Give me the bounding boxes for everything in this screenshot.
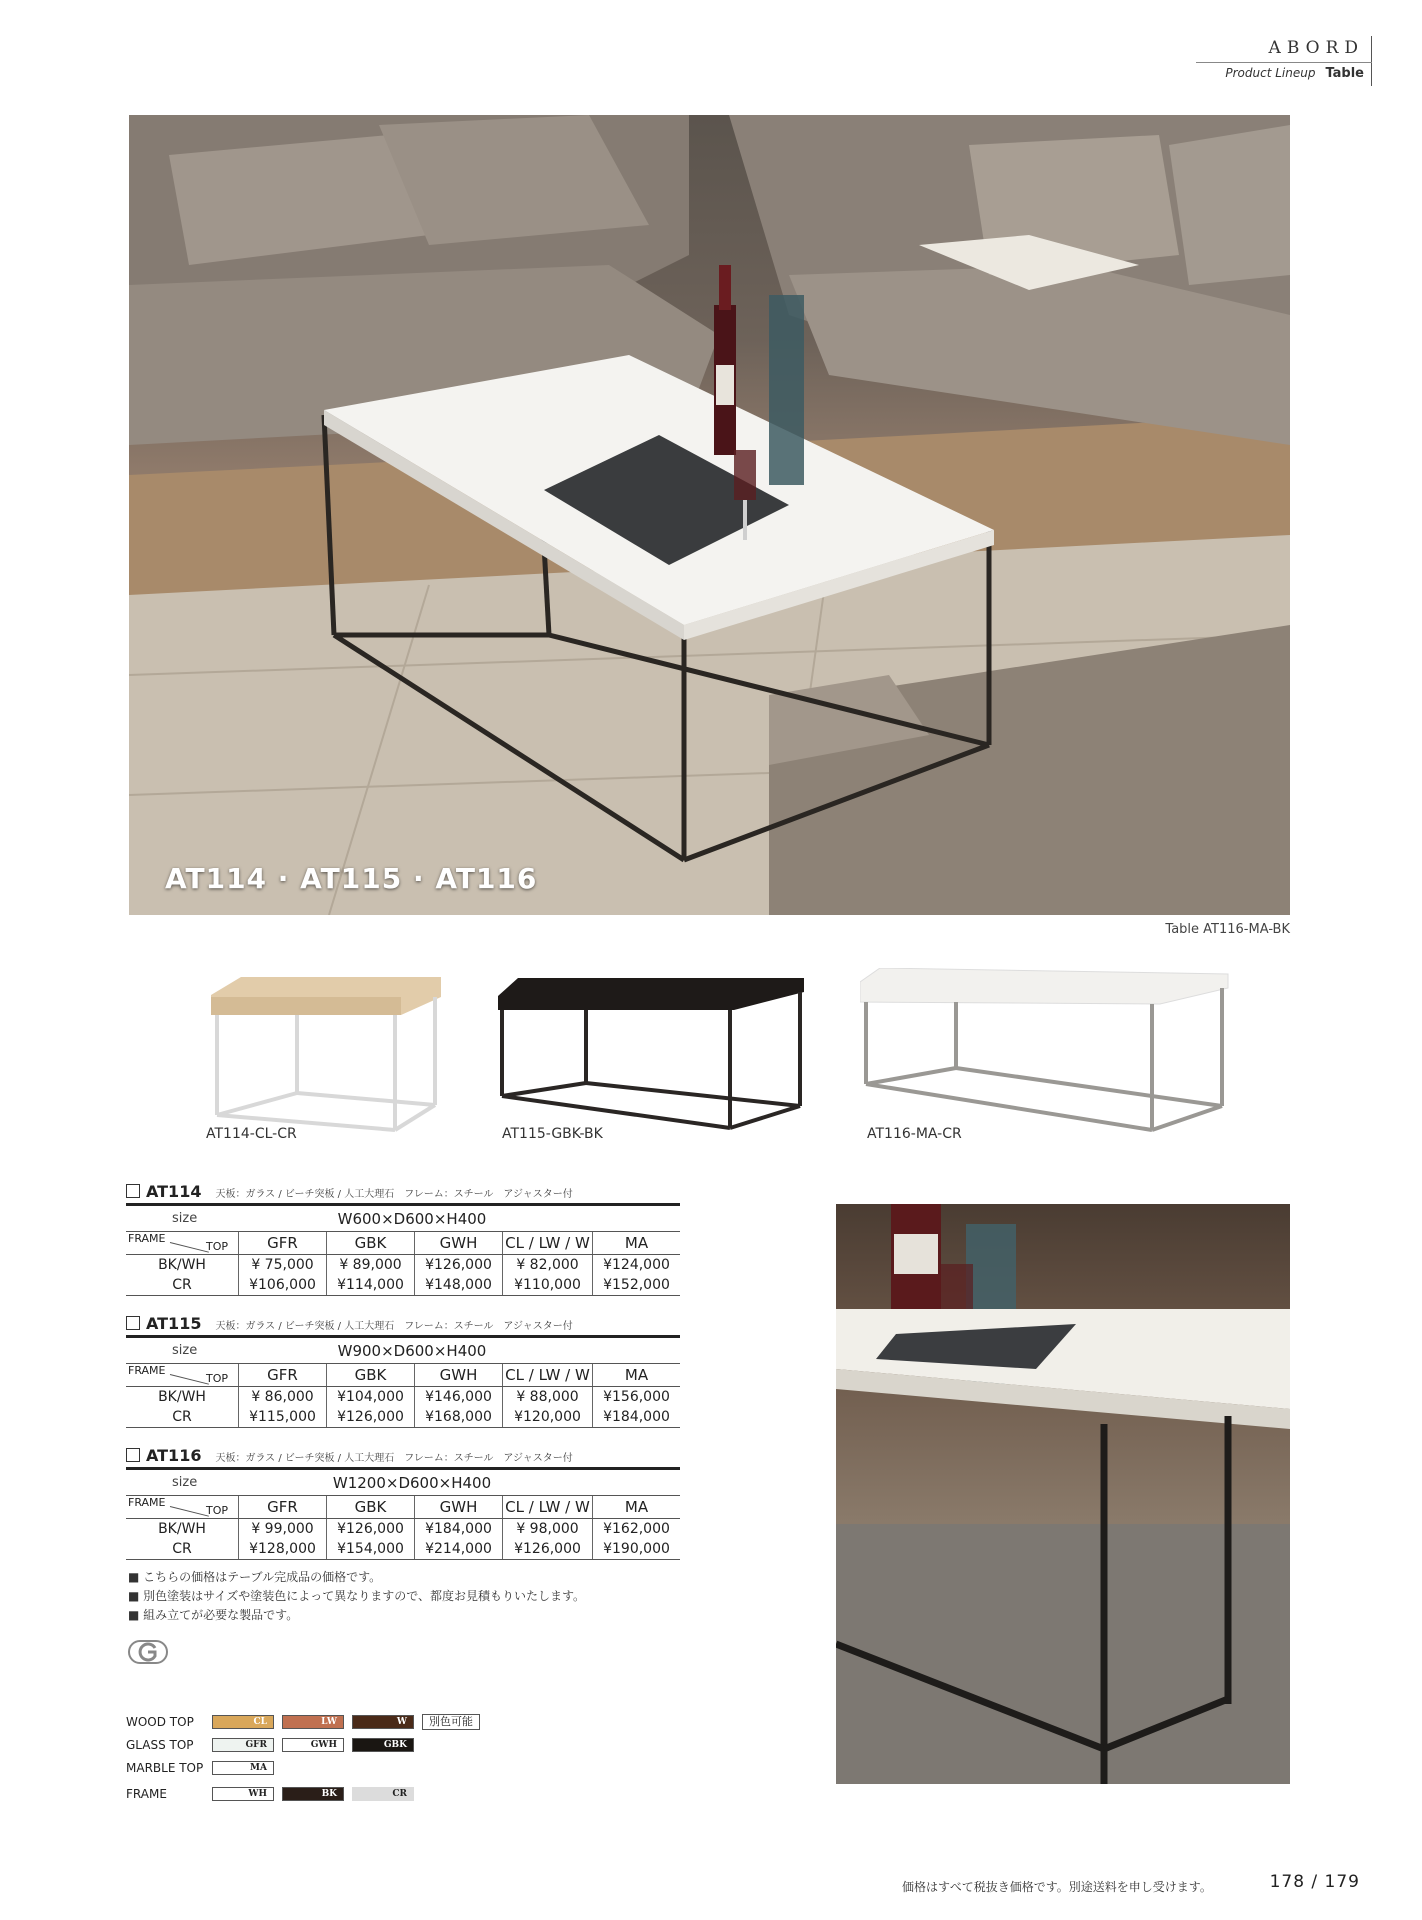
size-row — [126, 1470, 680, 1496]
price-cell: ¥126,000 — [414, 1255, 502, 1275]
frame-cell: BK/WH — [158, 1389, 206, 1405]
col-header: GFR — [238, 1364, 326, 1386]
frame-top-header — [126, 1496, 238, 1518]
price-cell: ¥128,000 — [238, 1539, 326, 1559]
price-cell: ¥154,000 — [326, 1539, 414, 1559]
frame-cell: BK/WH — [158, 1257, 206, 1273]
frame-header: FRAME — [128, 1496, 166, 1509]
swatch-gfr: GFR — [212, 1738, 274, 1752]
swatch-row-label: MARBLE TOP — [126, 1761, 204, 1775]
frame-header: FRAME — [128, 1232, 166, 1245]
price-cell: ¥115,000 — [238, 1407, 326, 1427]
frame-cell: CR — [172, 1277, 192, 1293]
hero-illustration — [129, 115, 1290, 915]
category-label: Table — [1325, 66, 1364, 81]
swatch-row-label: FRAME — [126, 1787, 167, 1801]
brand-rule — [1371, 36, 1372, 86]
rule — [126, 1427, 680, 1428]
spec-table-at114 — [126, 1182, 680, 1296]
price-cell: ¥126,000 — [326, 1519, 414, 1539]
diagonal-line — [170, 1374, 209, 1385]
at114-illustration — [205, 975, 445, 1135]
checkbox-icon — [126, 1448, 140, 1462]
price-cell: ¥ 98,000 — [502, 1519, 592, 1539]
diagonal-line — [170, 1506, 209, 1517]
table-row — [126, 1255, 680, 1275]
size-label: size — [172, 1475, 198, 1490]
swatch-row-frame — [126, 1786, 422, 1802]
price-cell: ¥120,000 — [502, 1407, 592, 1427]
note-item: ■ 組み立てが必要な製品です。 — [128, 1608, 299, 1622]
price-cell: ¥ 86,000 — [238, 1387, 326, 1407]
g-mark-icon — [128, 1640, 168, 1664]
rule — [126, 1295, 680, 1296]
price-cell: ¥ 75,000 — [238, 1255, 326, 1275]
price-cell: ¥190,000 — [592, 1539, 680, 1559]
price-cell: ¥184,000 — [592, 1407, 680, 1427]
size-label: size — [172, 1343, 198, 1358]
col-header: MA — [592, 1364, 680, 1386]
swatch-row-marble — [126, 1760, 282, 1776]
size-value: W1200×D600×H400 — [332, 1473, 492, 1492]
frame-cell: CR — [172, 1541, 192, 1557]
lineup-label: Product Lineup — [1225, 66, 1316, 80]
price-cell: ¥152,000 — [592, 1275, 680, 1295]
size-label: size — [172, 1211, 198, 1226]
hero-title: AT114 · AT115 · AT116 — [165, 862, 538, 895]
at116-illustration — [860, 968, 1232, 1138]
swatch-row-glass — [126, 1737, 422, 1753]
price-cell: ¥168,000 — [414, 1407, 502, 1427]
product-caption-at114: AT114-CL-CR — [206, 1126, 297, 1142]
table-row — [126, 1539, 680, 1559]
frame-cell: CR — [172, 1409, 192, 1425]
rule — [126, 1559, 680, 1560]
top-header: TOP — [205, 1372, 228, 1385]
diagonal-line — [170, 1242, 209, 1253]
swatch-row-label: WOOD TOP — [126, 1715, 194, 1729]
swatch-row-label: GLASS TOP — [126, 1738, 194, 1752]
at115-illustration — [498, 978, 808, 1138]
column-header-row — [126, 1496, 680, 1519]
col-header: GBK — [326, 1364, 414, 1386]
page-numbers: 178 / 179 — [1269, 1872, 1360, 1892]
col-header: CL / LW / W — [502, 1496, 592, 1518]
price-cell: ¥124,000 — [592, 1255, 680, 1275]
price-cell: ¥156,000 — [592, 1387, 680, 1407]
spec-header — [126, 1182, 680, 1201]
model-name: AT115 — [146, 1314, 202, 1333]
materials-text: 天板：ガラス / ビーチ突板 / 人工大理石 フレーム：スチール アジャスター付 — [215, 1189, 573, 1200]
col-header: CL / LW / W — [502, 1364, 592, 1386]
product-image-at116 — [860, 968, 1232, 1138]
model-name: AT114 — [146, 1182, 202, 1201]
hero-photo — [129, 115, 1290, 915]
notes — [128, 1568, 585, 1625]
price-cell: ¥148,000 — [414, 1275, 502, 1295]
col-header: GFR — [238, 1496, 326, 1518]
spec-header — [126, 1314, 680, 1333]
materials-text: 天板：ガラス / ビーチ突板 / 人工大理石 フレーム：スチール アジャスター付 — [215, 1453, 573, 1464]
price-cell: ¥ 88,000 — [502, 1387, 592, 1407]
tax-note: 価格はすべて税抜き価格です。別途送料を申し受けます。 — [902, 1880, 1212, 1894]
size-row — [126, 1338, 680, 1364]
swatch-cr: CR — [352, 1787, 414, 1801]
note-item: ■ 別色塗装はサイズや塗装色によって異なりますので、都度お見積もりいたします。 — [128, 1589, 585, 1603]
price-cell: ¥184,000 — [414, 1519, 502, 1539]
price-cell: ¥126,000 — [502, 1539, 592, 1559]
table-row — [126, 1275, 680, 1295]
price-cell: ¥104,000 — [326, 1387, 414, 1407]
col-header: MA — [592, 1232, 680, 1254]
table-row — [126, 1387, 680, 1407]
frame-header: FRAME — [128, 1364, 166, 1377]
note-item: ■ こちらの価格はテーブル完成品の価格です。 — [128, 1570, 382, 1584]
swatch-wh: WH — [212, 1787, 274, 1801]
custom-color-note: 別色可能 — [422, 1714, 480, 1730]
g-mark-graphic — [128, 1640, 168, 1664]
table-row — [126, 1519, 680, 1539]
detail-illustration — [836, 1204, 1290, 1784]
materials-text: 天板：ガラス / ビーチ突板 / 人工大理石 フレーム：スチール アジャスター付 — [215, 1321, 573, 1332]
brand-name: ABORD — [1268, 38, 1364, 58]
price-cell: ¥ 82,000 — [502, 1255, 592, 1275]
col-header: GFR — [238, 1232, 326, 1254]
price-cell: ¥162,000 — [592, 1519, 680, 1539]
price-cell: ¥114,000 — [326, 1275, 414, 1295]
product-caption-at116: AT116-MA-CR — [867, 1126, 962, 1142]
checkbox-icon — [126, 1184, 140, 1198]
col-header: GWH — [414, 1364, 502, 1386]
swatch-bk: BK — [282, 1787, 344, 1801]
swatch-cl: CL — [212, 1715, 274, 1729]
spec-table-at115 — [126, 1314, 680, 1428]
product-image-at115 — [498, 978, 808, 1138]
product-image-at114 — [205, 975, 445, 1135]
size-row — [126, 1206, 680, 1232]
swatch-gwh: GWH — [282, 1738, 344, 1752]
price-cell: ¥ 89,000 — [326, 1255, 414, 1275]
col-header: GBK — [326, 1232, 414, 1254]
size-value: W600×D600×H400 — [337, 1209, 487, 1228]
swatch-w: W — [352, 1715, 414, 1729]
col-header: GBK — [326, 1496, 414, 1518]
size-value: W900×D600×H400 — [337, 1341, 487, 1360]
col-header: CL / LW / W — [502, 1232, 592, 1254]
brand-divider — [1196, 62, 1372, 63]
price-cell: ¥214,000 — [414, 1539, 502, 1559]
swatch-row-wood — [126, 1714, 480, 1730]
column-header-row — [126, 1232, 680, 1255]
swatch-lw: LW — [282, 1715, 344, 1729]
detail-photo — [836, 1204, 1290, 1784]
col-header: GWH — [414, 1496, 502, 1518]
top-header: TOP — [205, 1504, 228, 1517]
table-row — [126, 1407, 680, 1427]
top-header: TOP — [205, 1240, 228, 1253]
hero-caption: Table AT116-MA-BK — [1165, 922, 1290, 937]
price-cell: ¥ 99,000 — [238, 1519, 326, 1539]
model-name: AT116 — [146, 1446, 202, 1465]
frame-cell: BK/WH — [158, 1521, 206, 1537]
price-cell: ¥110,000 — [502, 1275, 592, 1295]
col-header: MA — [592, 1496, 680, 1518]
swatch-gbk: GBK — [352, 1738, 414, 1752]
price-cell: ¥126,000 — [326, 1407, 414, 1427]
price-cell: ¥106,000 — [238, 1275, 326, 1295]
section-label — [1225, 66, 1364, 81]
checkbox-icon — [126, 1316, 140, 1330]
price-cell: ¥146,000 — [414, 1387, 502, 1407]
column-header-row — [126, 1364, 680, 1387]
frame-top-header — [126, 1364, 238, 1386]
spec-table-at116 — [126, 1446, 680, 1560]
frame-top-header — [126, 1232, 238, 1254]
col-header: GWH — [414, 1232, 502, 1254]
swatch-ma: MA — [212, 1761, 274, 1775]
product-caption-at115: AT115-GBK-BK — [502, 1126, 603, 1142]
spec-header — [126, 1446, 680, 1465]
